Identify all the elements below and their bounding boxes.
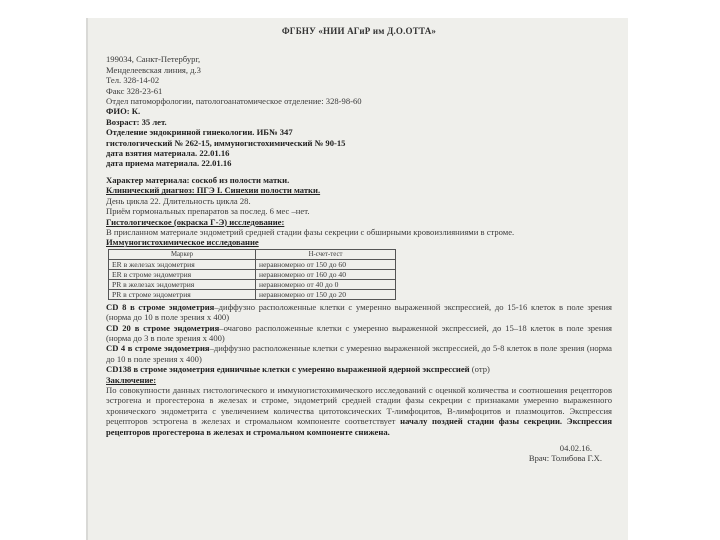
- marker-cell: PR в строме эндометрия: [109, 289, 256, 299]
- fax-line: Факс 328-23-61: [106, 85, 163, 96]
- result-cell: неравномерно от 150 до 20: [256, 289, 396, 299]
- ihc-table: [108, 249, 396, 300]
- marker-cell: ER в строме эндометрия: [109, 269, 256, 279]
- conclusion-text: [106, 385, 612, 437]
- conclusion-main: По совокупности данных гистологического и иммуногистохимического исследований с оценкой количества и соотношения рецепторов эстрогена и прогестерона в железах и строме, эндометрий средней стадии фазы секреции с признаками умеренно выраженного хронического эндометрита с увеличением количества цитотоксических Т-лимфоцитов, В-лимфоцитов и плазмоцитов. Экспрессия рецепторов эстрогена в железах и стромальном компоненте соответствует: [106, 384, 612, 427]
- hormone-info: Приём гормональных препаратов за послед. 6 мес –нет.: [106, 206, 310, 217]
- cd-text: –диффузно расположенные клетки с умеренно выраженной экспрессией, до 15-16 клеток в поле зрения (норма до 10 в поле зрения х 400): [106, 301, 612, 323]
- phone-line: Тел. 328-14-02: [106, 75, 160, 86]
- address-block: [106, 54, 612, 106]
- column-header-marker: Маркер: [109, 249, 256, 259]
- histology-title: Гистологическое (окраска Г-Э) исследование:: [106, 216, 285, 227]
- result-cell: неравномерно от 150 до 60: [256, 259, 396, 269]
- cd-text: –очагово расположенные клетки с умеренно выраженной экспрессией, до 15–18 клеток в поле зрения (норма до 3 в поле зрения х 400): [106, 322, 613, 343]
- report-date: 04.02.16.: [559, 443, 592, 453]
- document-body: [106, 26, 612, 464]
- cd-text: (отр): [469, 364, 490, 375]
- cd-label: CD 4 в строме эндометрия: [106, 343, 210, 354]
- table-row: [109, 279, 396, 289]
- table-row: [109, 289, 396, 299]
- patient-block: [106, 106, 612, 168]
- cd-markers-block: [106, 302, 612, 375]
- cd-text: –диффузно расположенные клетки с умеренно выраженной экспрессией, до 5-8 клеток в поле зрения (норма до 10 в поле зрения х 400): [106, 343, 612, 364]
- cd-paragraph: [106, 343, 612, 364]
- conclusion-title: Заключение:: [106, 374, 157, 385]
- conclusion-bold: началу поздней стадии фазы секреции. Экспрессия рецепторов прогестерона в железах и стромальном компоненте снижена.: [106, 416, 613, 437]
- table-row: [109, 269, 396, 279]
- column-header-result: Н-счет-тест: [256, 249, 396, 259]
- histology-text: В присланном материале эндометрий средней стадии фазы секреции с обширными кровоизлияниями в строме.: [106, 226, 515, 237]
- patient-age: Возраст: 35 лет.: [106, 116, 167, 127]
- cd-paragraph: [106, 323, 612, 344]
- marker-cell: ER в железах эндометрия: [109, 259, 256, 269]
- organization-title: ФГБНУ «НИИ АГиР им Д.О.ОТТА»: [281, 26, 437, 36]
- ihc-block: [106, 237, 612, 299]
- scanned-document: [86, 18, 628, 540]
- cd-paragraph: [106, 302, 612, 323]
- doctor-signature-line: Врач: Толибова Г.Х.: [528, 453, 602, 464]
- patient-name: ФИО: К.: [106, 106, 141, 117]
- cycle-info: День цикла 22. Длительность цикла 28.: [106, 195, 251, 206]
- cd-label: CD 20 в строме эндометрия: [106, 322, 220, 333]
- ihc-title: Иммуногистохимическое исследование: [106, 237, 259, 248]
- department-line: Отделение эндокринной гинекологии. ИБ№ 347: [106, 127, 293, 138]
- scan-edge: [86, 18, 88, 540]
- material-character: Характер материала: соскоб из полости матки.: [106, 174, 290, 185]
- marker-cell: PR в железах эндометрия: [109, 279, 256, 289]
- table-row: [109, 259, 396, 269]
- cd-paragraph: [106, 364, 612, 374]
- result-cell: неравномерно от 160 до 40: [256, 269, 396, 279]
- cd-label: CD138 в строме эндометрия единичные клетки с умеренно выраженной ядерной экспрессией: [106, 364, 470, 375]
- result-cell: неравномерно от 40 до 0: [256, 279, 396, 289]
- material-block: [106, 175, 612, 217]
- date-taken: дата взятия материала. 22.01.16: [106, 148, 230, 159]
- table-header-row: [109, 249, 396, 259]
- cd-label: CD 8 в строме эндометрия: [106, 301, 215, 312]
- address-line: Менделеевская линия, д.3: [106, 64, 201, 75]
- clinical-diagnosis: Клинический диагноз: ПГЭ I. Синехии полости матки.: [106, 185, 321, 196]
- date-received: дата приема материала. 22.01.16: [106, 158, 232, 169]
- histology-number: гистологический № 262-15, иммуногистохимический № 90-15: [106, 137, 346, 148]
- histology-block: [106, 217, 612, 238]
- conclusion-block: [106, 375, 612, 437]
- department-phone-line: Отдел патоморфологии, патологоанатомическое отделение: 328-98-60: [106, 96, 362, 107]
- address-line: 199034, Санкт-Петербург,: [106, 54, 201, 65]
